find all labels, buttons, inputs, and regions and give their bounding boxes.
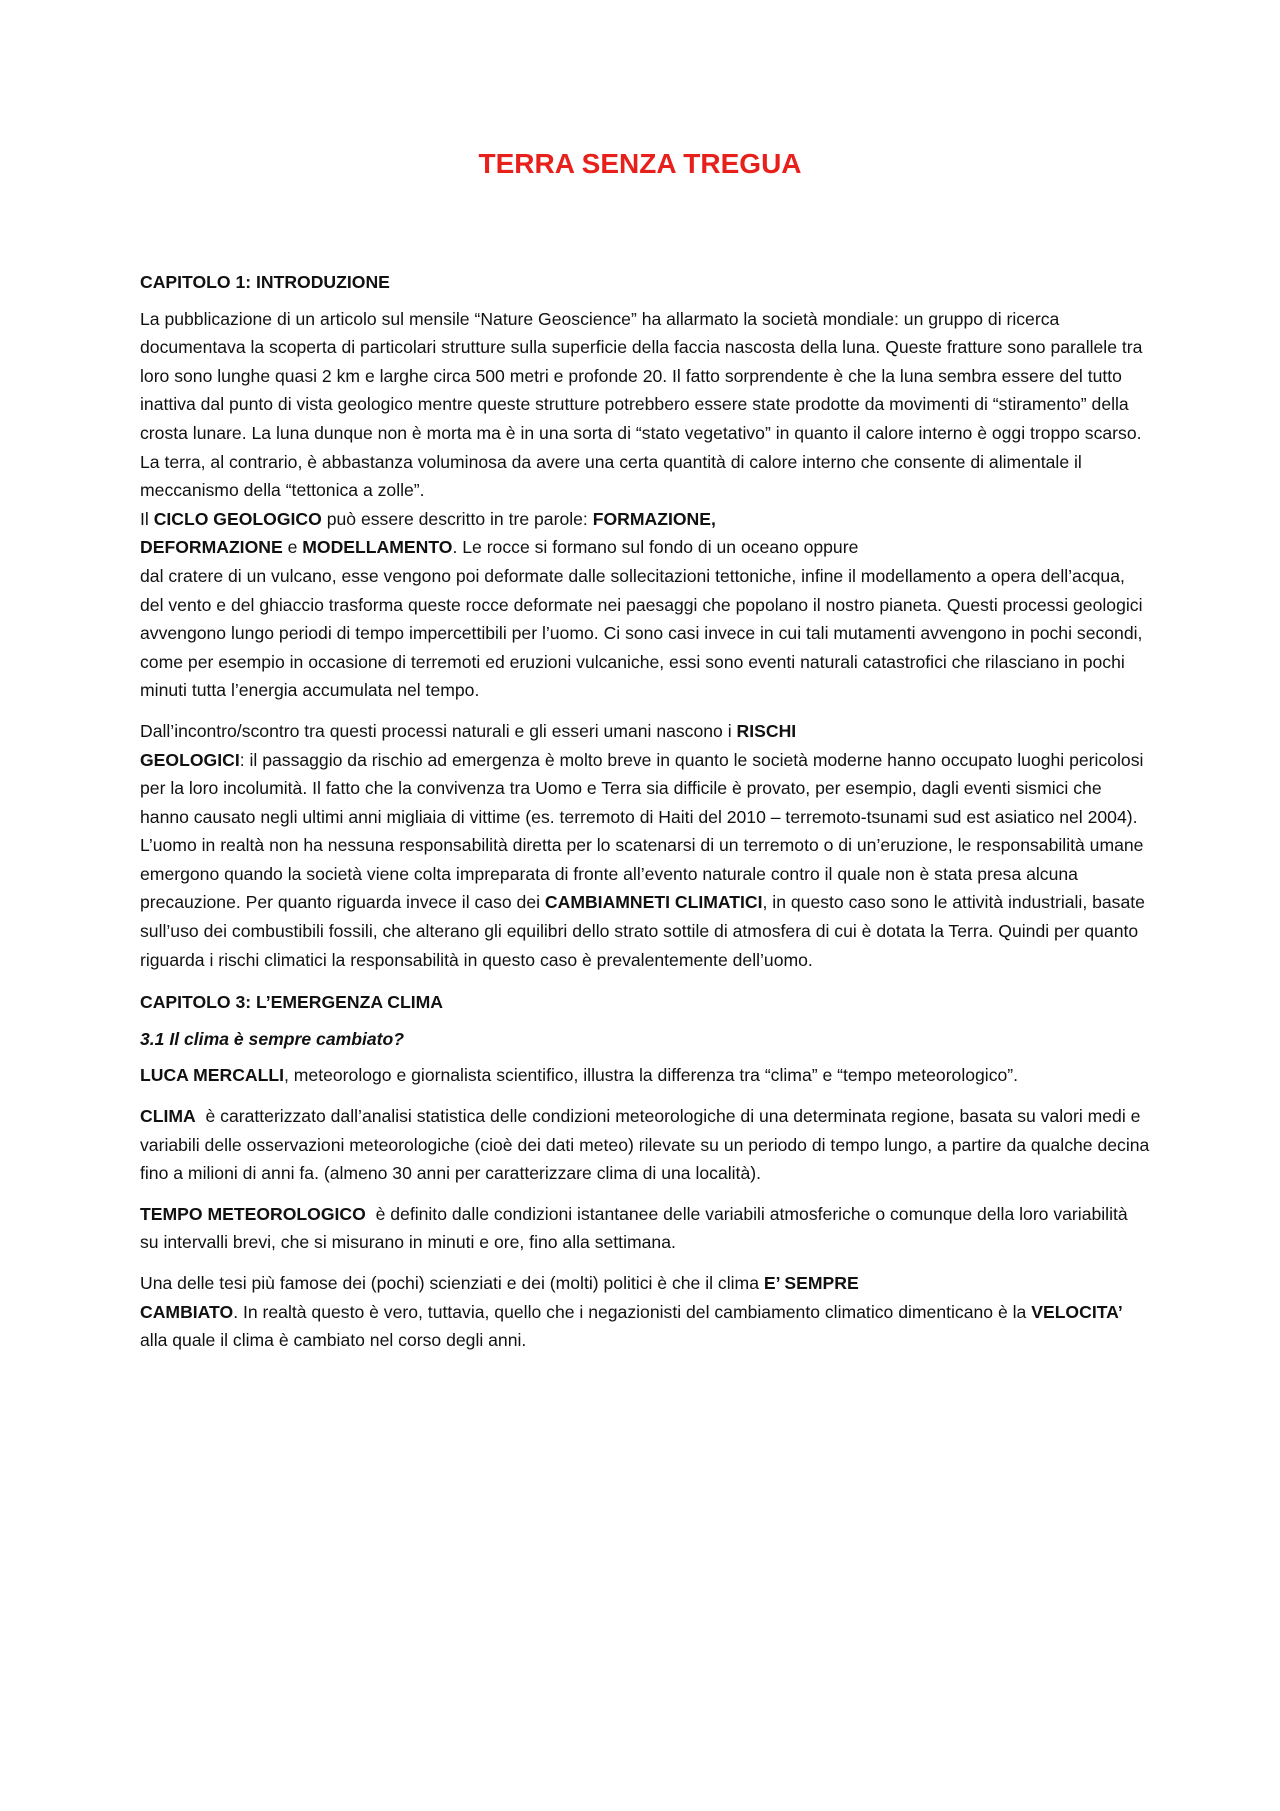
- text-run: Dall’incontro/scontro tra questi processi naturali e gli esseri umani nascono i: [140, 720, 737, 741]
- chapter-3-paragraph-1: [140, 1061, 1150, 1090]
- chapter-1-paragraph-3: [140, 533, 1150, 562]
- bold-term-clima: CLIMA: [140, 1106, 196, 1127]
- text-run: Il: [140, 508, 154, 529]
- chapter-3-paragraph-2: [140, 1102, 1155, 1188]
- chapter-1-paragraph-4: dal cratere di un vulcano, esse vengono poi deformate dalle sollecitazioni tettoniche, infine il modellamento a opera dell’acqua, del vento e del ghiaccio trasforma queste rocce deformate nei paesaggi che popolano il nostro pianeta. Questi processi geologici avvengono lungo periodi di tempo impercettibili per l’uomo. Ci sono casi invece in cui tali mutamenti avvengono in pochi secondi, come per esempio in occasione di terremoti ed eruzioni vulcaniche, essi sono eventi naturali catastrofici che rilasciano in pochi minuti tutta l’energia accumulata nel tempo.: [140, 565, 1143, 701]
- document-title: TERRA SENZA TREGUA: [478, 148, 802, 179]
- text-run: , in questo caso sono le attività industriali, basate sull’uso dei combustibili fossili, che alterano gli equilibri dello strato sottile di atmosfera di cui è dotata la Terra. Quindi per quanto riguarda i rischi climatici la responsabilità in questo caso è prevalentemente dell’uomo.: [140, 892, 1145, 970]
- text-run: e: [282, 537, 303, 558]
- bold-term-geologici: GEOLOGICI: [140, 749, 240, 770]
- chapter-3-paragraph-3: [140, 1200, 1150, 1257]
- chapter-1-paragraph-6: [140, 746, 1150, 975]
- bold-term-rischi: RISCHI: [736, 720, 797, 741]
- bold-term-formazione: FORMAZIONE,: [592, 508, 716, 529]
- text-run: alla quale il clima è cambiato nel corso degli anni.: [140, 1330, 527, 1351]
- bold-term-luca-mercalli: LUCA MERCALLI: [140, 1065, 284, 1086]
- bold-term-velocita: VELOCITA’: [1031, 1301, 1123, 1322]
- chapter-1-paragraph-1: La pubblicazione di un articolo sul mensile “Nature Geoscience” ha allarmato la società mondiale: un gruppo di ricerca documentava la scoperta di particolari strutture sulla superficie della faccia nascosta della luna. Queste fratture sono parallele tra loro sono lunghe quasi 2 km e larghe circa 500 metri e profonde 20. Il fatto sorprendente è che la luna sembra essere del tutto inattiva dal punto di vista geologico mentre queste strutture potrebbero essere state prodotte da movimenti di “stiramento” della crosta lunare. La luna dunque non è morta ma è in una sorta di “stato vegetativo” in quanto il calore interno è oggi troppo scarso. La terra, al contrario, è abbastanza voluminosa da avere una certa quantità di calore interno che consente di alimentale il meccanismo della “tettonica a zolle”.: [140, 308, 1143, 501]
- text-run: è caratterizzato dall’analisi statistica delle condizioni meteorologiche di una determinata regione, basata su valori medi e variabili delle osservazioni meteorologiche (cioè dei dati meteo) rilevate su un periodo di tempo lungo, a partire da qualche decina fino a milioni di anni fa. (almeno 30 anni per caratterizzare clima di una località).: [140, 1106, 1155, 1184]
- text-run: è definito dalle condizioni istantanee delle variabili atmosferiche o comunque della loro variabilità su intervalli brevi, che si misurano in minuti e ore, fino alla settimana.: [140, 1203, 1133, 1253]
- bold-term-tempo-meteorologico: TEMPO METEOROLOGICO: [140, 1203, 366, 1224]
- text-run: : il passaggio da rischio ad emergenza è molto breve in quanto le società moderne hanno occupato luoghi pericolosi per la loro incolumità. Il fatto che la convivenza tra Uomo e Terra sia difficile è provato, per esempio, dagli eventi sismici che hanno causato negli ultimi anni migliaia di vittime (es. terremoto di Haiti del 2010 – terremoto-tsunami sud est asiatico nel 2004). L’uomo in realtà non ha nessuna responsabilità diretta per lo scatenarsi di un terremoto o di un’eruzione, le responsabilità umane emergono quando la società viene colta impreparata di fronte all’evento naturale contro il quale non è stata presa alcuna precauzione. Per quanto riguarda invece il caso dei: [140, 749, 1144, 913]
- chapter-3-paragraph-4: [140, 1269, 1150, 1298]
- bold-term-ciclo-geologico: CICLO GEOLOGICO: [153, 508, 322, 529]
- bold-term-cambiamenti-climatici: CAMBIAMNETI CLIMATICI: [544, 892, 763, 913]
- chapter-3-heading: CAPITOLO 3: L’EMERGENZA CLIMA: [140, 992, 444, 1013]
- bold-term-deformazione: DEFORMAZIONE: [140, 537, 283, 558]
- bold-term-modellamento: MODELLAMENTO: [302, 537, 453, 558]
- chapter-3-paragraph-5: [140, 1298, 1150, 1355]
- document-body: [140, 268, 1155, 1355]
- section-3-1-heading: 3.1 Il clima è sempre cambiato?: [140, 1028, 405, 1049]
- text-run: . In realtà questo è vero, tuttavia, quello che i negazionisti del cambiamento climatico dimenticano è la: [233, 1301, 1032, 1322]
- text-run: . Le rocce si formano sul fondo di un oceano oppure: [452, 537, 859, 558]
- chapter-1-paragraph-5: [140, 717, 1150, 746]
- text-run: può essere descritto in tre parole:: [321, 508, 593, 529]
- text-run: Una delle tesi più famose dei (pochi) scienziati e dei (molti) politici è che il clima: [140, 1273, 764, 1293]
- bold-term-cambiato: CAMBIATO: [140, 1301, 234, 1322]
- bold-term-e-sempre: E’ SEMPRE: [763, 1273, 859, 1293]
- chapter-1-heading: CAPITOLO 1: INTRODUZIONE: [140, 272, 390, 292]
- chapter-1-paragraph-2: [140, 505, 1150, 534]
- text-run: , meteorologo e giornalista scientifico, illustra la differenza tra “clima” e “tempo meteorologico”.: [284, 1065, 1019, 1086]
